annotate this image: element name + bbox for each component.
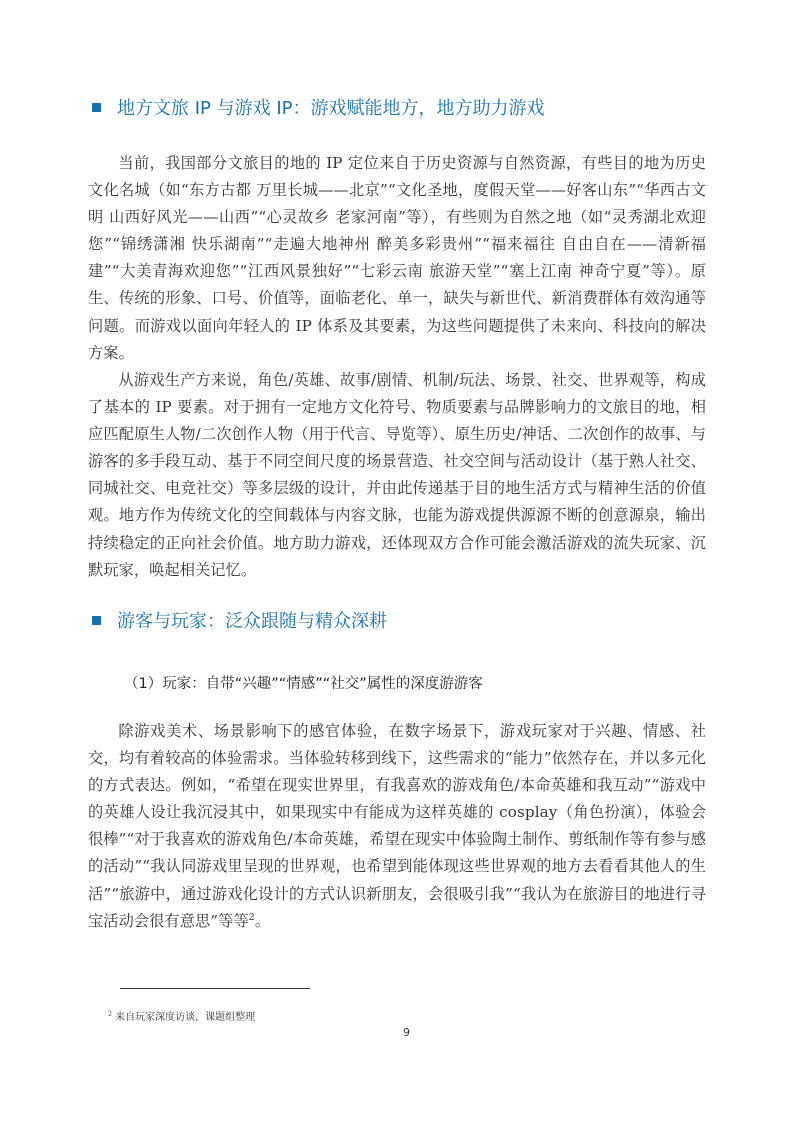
section-heading-2 xyxy=(92,607,722,633)
page-number: 9 xyxy=(403,1026,410,1039)
section-heading-1 xyxy=(92,94,722,120)
footnote-number: 2 xyxy=(108,1010,112,1018)
paragraph-2: 从游戏生产方来说，角色/英雄、故事/剧情、机制/玩法、场景、社交、世界观等，构成了基本的 IP 要素。对于拥有一定地方文化符号、物质要素与品牌影响力的文旅目的地，相应匹配原生人物/二次创作人物（用于代言、导览等）、原生历史/神话、二次创作的故事、与游客的多手段互动、基于不同空间尺度的场景营造、社交空间与活动设计（基于熟人社交、同城社交、电竞社交）等多层级的设计，并由此传递基于目的地生活方式与精神生活的价值观。地方作为传统文化的空间载体与内容文脉，也能为游戏提供源源不断的创意源泉，输出持续稳定的正向社会价值。地方助力游戏，还体现双方合作可能会激活游戏的流失玩家、沉默玩家，唤起相关记忆。 xyxy=(88,371,706,579)
paragraph-3 xyxy=(88,718,706,935)
paragraph-3-text: 除游戏美术、场景影响下的感官体验，在数字场景下，游戏玩家对于兴趣、情感、社交，均有着较高的体验需求。当体验转移到线下，这些需求的“能力”依然存在，并以多元化的方式表达。例如，“希望在现实世界里，有我喜欢的游戏角色/本命英雄和我互动”“游戏中的英雄人设让我沉浸其中，如果现实中有能成为这样英雄的 cosplay（角色扮演），体验会很棒”“对于我喜欢的游戏角色/本命英雄，希望在现实中体验陶土制作、剪纸制作等有参与感的活动”“我认同游戏里呈现的世界观，也希望到能体现这些世界观的地方去看看其他人的生活”“旅游中，通过游戏化设计的方式认识新朋友，会很吸引我”“我认为在旅游目的地进行寻宝活动会很有意思”等等 xyxy=(88,722,706,930)
footnote xyxy=(108,1008,255,1023)
square-bullet-icon xyxy=(92,103,101,112)
section-title-2: 游客与玩家：泛众跟随与精众深耕 xyxy=(117,611,387,632)
paragraph-1: 当前，我国部分文旅目的地的 IP 定位来自于历史资源与自然资源，有些目的地为历史文化名城（如“东方古都 万里长城——北京”“文化圣地，度假天堂——好客山东”“华西古文明 山西好风光——山西”“心灵故乡 老家河南”等），有些则为自然之地（如“灵秀湖北欢迎您”“锦绣潇湘 快乐湖南”“走遍大地神州 醉美多彩贵州”“福来福往 自由自在——清新福建”“大美青海欢迎您”“江西风景独好”“七彩云南 旅游天堂”“塞上江南 神奇宁夏”等）。原生、传统的形象、口号、价值等，面临老化、单一，缺失与新世代、新消费群体有效沟通等问题。而游戏以面向年轻人的 IP 体系及其要素，为这些问题提供了未来向、科技向的解决方案。 xyxy=(88,154,706,362)
footnote-divider xyxy=(120,988,310,989)
subheading-players: （1）玩家：自带“兴趣”“情感”“社交”属性的深度游游客 xyxy=(124,676,483,692)
footnote-reference[interactable]: 2 xyxy=(248,911,255,923)
paragraph-3-end: 。 xyxy=(254,911,271,930)
footnote-text: 来自玩家深度访谈，课题组整理 xyxy=(115,1012,256,1023)
square-bullet-icon xyxy=(92,616,101,625)
section-title-1: 地方文旅 IP 与游戏 IP：游戏赋能地方，地方助力游戏 xyxy=(117,98,545,119)
